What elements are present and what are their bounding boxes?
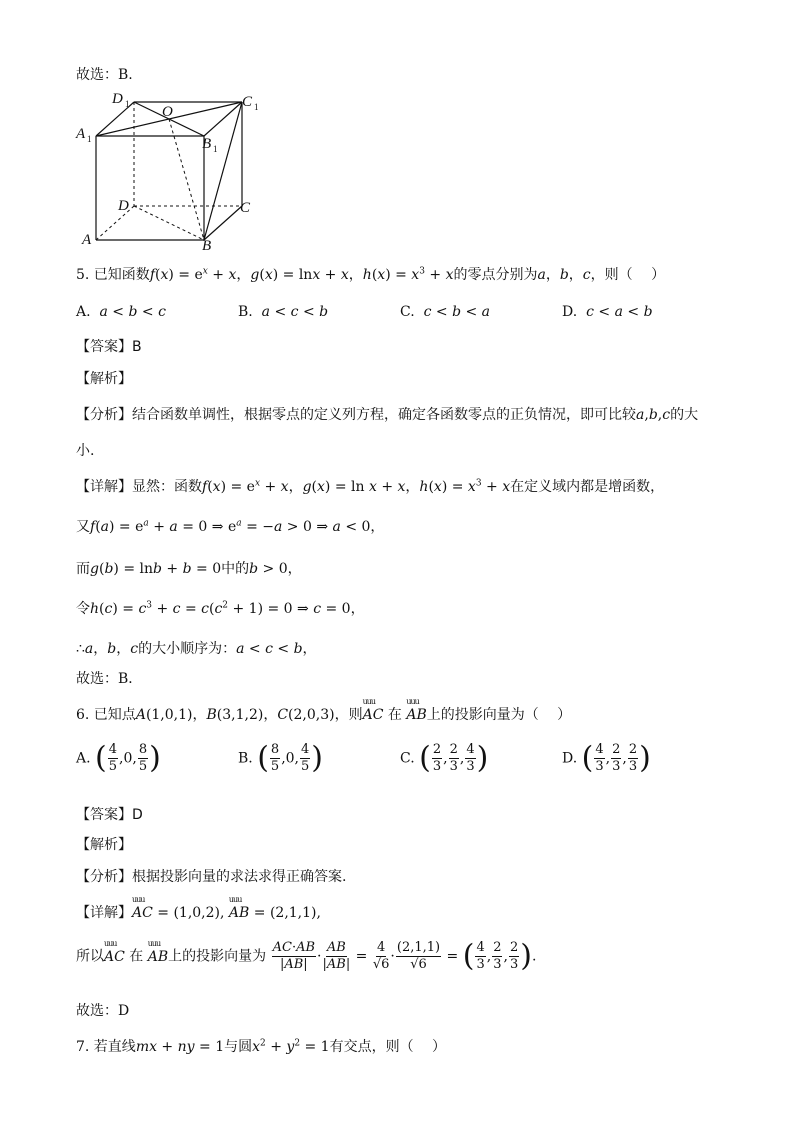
q6-option-c[interactable]: C. ( $\frac{2}{3}$ , $\frac{2}{3}$ , $\frac{4}{3}$ ) <box>400 740 489 776</box>
q6-suoyi: 所以uuu AC 在 uuu AB上的投影向量为 $\frac{AC\cdot AB}{|AB|}$ · $\frac{AB}{|AB|}$ = $\frac{4}{√6}$ · $\frac{(2,1,1)}{√6}$ = ( $\frac{4}{3}$ , $\frac{2}{3}$ , $\frac{2}{3}$ ). <box>76 940 536 973</box>
label-C1: C <box>242 94 253 110</box>
label-B1-sub: 1 <box>213 144 218 154</box>
q5-xiangjie: 【详解】显然：函数$f(x) = e^x + x$，g(x) = ln x + x，$h(x) = x^3 + x$在定义域内都是增函数， <box>76 478 665 495</box>
label-A1: A <box>76 126 86 142</box>
q5-step4: ∴a，b，c的大小顺序为：a < c < b， <box>76 641 317 657</box>
label-B1: B <box>202 136 212 152</box>
previous-answer: 故选：B. <box>76 67 133 83</box>
q5-step2: 而g(b) = lnb + b = 0中的b > 0， <box>76 561 302 577</box>
label-C1-sub: 1 <box>254 102 259 112</box>
label-C: C <box>240 200 251 216</box>
q6-xiangjie: 【详解】uuu AC = (1,0,2), uuu AB = (2,1,1), <box>76 902 321 922</box>
q5-fenxi: 【分析】结合函数单调性，根据零点的定义列方程，确定各函数零点的正负情况，即可比较a,b,c的大 <box>76 407 699 423</box>
label-A1-sub: 1 <box>87 134 92 144</box>
q5-step1: 又$f(a) = e^a + a = 0$ ⇒ $e^a = -a > 0$ ⇒ a < 0， <box>76 518 385 535</box>
label-B: B <box>202 238 212 254</box>
q5-stem: 5. 已知函数$f(x) = e^x + x$，g(x) = lnx + x，$h(x) = x^3 + x$的零点分别为a，b，c，则（ ） <box>76 266 666 283</box>
q6-option-d[interactable]: D. ( $\frac{4}{3}$ , $\frac{2}{3}$ , $\frac{2}{3}$ ) <box>562 740 651 776</box>
q6-fenxi: 【分析】根据投影向量的求法求得正确答案. <box>76 869 347 885</box>
q5-fenxi-line2: 小. <box>76 443 95 459</box>
q5-option-b[interactable]: B. a < c < b <box>238 304 329 320</box>
label-D: D <box>118 198 129 214</box>
q5-answer: 【答案】B <box>76 339 142 355</box>
q7-stem: 7. 若直线mx + ny = 1与圆$x^2 + y^2 = 1$有交点，则（ ） <box>76 1038 447 1055</box>
q5-option-d[interactable]: D. c < a < b <box>562 304 653 320</box>
label-O: O <box>162 104 173 120</box>
q6-analysis-title: 【解析】 <box>76 837 132 853</box>
q6-option-b[interactable]: B. ( $\frac{8}{5}$ ,0, $\frac{4}{5}$ ) <box>238 740 324 776</box>
q6-option-a[interactable]: A. ( $\frac{4}{5}$ ,0, $\frac{8}{5}$ ) <box>76 740 161 776</box>
cube-figure <box>74 86 274 256</box>
q5-analysis-title: 【解析】 <box>76 371 132 387</box>
q5-step3: 令$h(c) = c^3 + c = c(c^2 + 1) = 0$ ⇒ c = 0， <box>76 600 365 617</box>
q6-choose: 故选：D <box>76 1003 130 1019</box>
q6-answer: 【答案】D <box>76 807 143 823</box>
q5-choose: 故选：B． <box>76 671 143 687</box>
q6-stem: 6. 已知点A(1,0,1)，B(3,1,2)，C(2,0,3)，则uuu AC 在 uuu AB上的投影向量为（ ） <box>76 704 571 724</box>
q5-option-a[interactable]: A. a < b < c <box>76 304 166 320</box>
label-D1-sub: 1 <box>125 99 130 109</box>
label-A: A <box>82 232 92 248</box>
label-D1: D <box>112 91 123 107</box>
q5-option-c[interactable]: C. c < b < a <box>400 304 491 320</box>
